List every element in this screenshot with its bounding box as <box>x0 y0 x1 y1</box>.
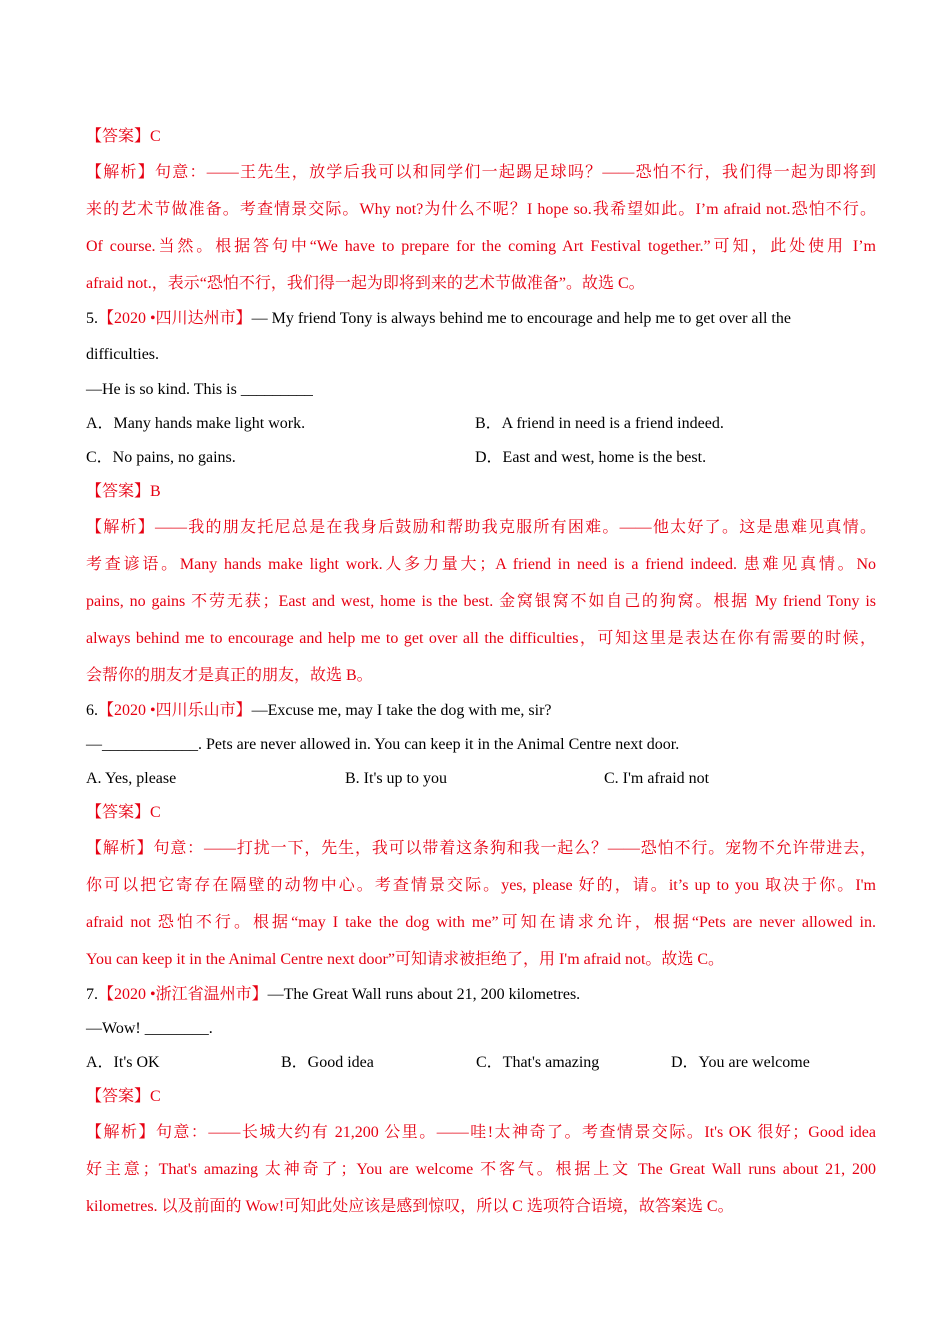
option-c: C．That's amazing <box>476 1054 600 1071</box>
source-tag: 【2020 •四川乐山市】 <box>98 702 252 719</box>
question-6-stem <box>86 694 876 728</box>
question-text-cont: difficulties. <box>86 346 160 363</box>
option-d: D．East and west, home is the best. <box>475 449 707 466</box>
option-d: D．You are welcome <box>671 1054 810 1071</box>
analysis-line: 考查谚语。Many hands make light work.人多力量大；A friend in need is a friend indeed. 患难见真情。No <box>86 556 876 573</box>
option-b: B. It's up to you <box>345 770 447 787</box>
question-text: — My friend Tony is always behind me to encourage and help me to get over all the <box>251 310 791 327</box>
analysis-line: 【解析】句意：——长城大约有 21,200 公里。——哇!太神奇了。考查情景交际。It's OK 很好；Good idea <box>86 1124 876 1141</box>
question-text-cont: —Wow! ________. <box>86 1020 213 1037</box>
question-text: —Excuse me, may I take the dog with me, sir? <box>251 702 552 719</box>
question-text: —The Great Wall runs about 21, 200 kilometres. <box>267 986 581 1003</box>
source-tag: 【2020 •浙江省温州市】 <box>98 986 268 1003</box>
analysis-line: 【解析】句意：——王先生，放学后我可以和同学们一起踢足球吗？——恐怕不行，我们得一起为即将到 <box>86 164 876 181</box>
question-5-stem <box>86 302 876 336</box>
analysis-line: kilometres. 以及前面的 Wow!可知此处应该是感到惊叹，所以 C 选项符合语境，故答案选 C。 <box>86 1198 734 1215</box>
answer-line: 【答案】C <box>86 128 161 145</box>
options-row <box>86 1046 876 1080</box>
option-c: C．No pains, no gains. <box>86 449 236 466</box>
question-text-cont: —____________. Pets are never allowed in. You can keep it in the Animal Centre next door. <box>86 736 680 753</box>
question-text-cont: —He is so kind. This is _________ <box>86 381 313 398</box>
options-row <box>86 407 876 441</box>
question-number: 6. <box>86 702 98 719</box>
document-page <box>86 120 876 1225</box>
analysis-line: You can keep it in the Animal Centre next door”可知请求被拒绝了，用 I'm afraid not。故选 C。 <box>86 951 725 968</box>
option-a: A．Many hands make light work. <box>86 415 306 432</box>
analysis-line: afraid not 恐怕不行。根据“may I take the dog with me”可知在请求允许，根据“Pets are never allowed in. <box>86 914 876 931</box>
analysis-line: 会帮你的朋友才是真正的朋友，故选 B。 <box>86 667 373 684</box>
analysis-line: 你可以把它寄存在隔壁的动物中心。考查情景交际。yes, please 好的，请。it’s up to you 取决于你。I'm <box>86 877 876 894</box>
analysis-line: 【解析】——我的朋友托尼总是在我身后鼓励和帮助我克服所有困难。——他太好了。这是患难见真情。 <box>86 519 876 536</box>
question-number: 5. <box>86 310 98 327</box>
option-c: C. I'm afraid not <box>604 770 710 787</box>
options-row <box>86 762 876 796</box>
analysis-line: always behind me to encourage and help me to get over all the difficulties，可知这里是表达在你有需要的时候， <box>86 630 876 647</box>
analysis-line: afraid not.，表示“恐怕不行，我们得一起为即将到来的艺术节做准备”。故选 C。 <box>86 275 645 292</box>
question-7-stem <box>86 978 876 1012</box>
answer-line: 【答案】B <box>86 483 161 500</box>
options-row <box>86 441 876 475</box>
option-a: A．It's OK <box>86 1054 160 1071</box>
option-a: A. Yes, please <box>86 770 177 787</box>
answer-line: 【答案】C <box>86 1088 161 1105</box>
source-tag: 【2020 •四川达州市】 <box>98 310 252 327</box>
analysis-line: 【解析】句意：——打扰一下，先生，我可以带着这条狗和我一起么？——恐怕不行。宠物不允许带进去， <box>86 840 876 857</box>
analysis-line: Of course.当然。根据答句中“We have to prepare for the coming Art Festival together.”可知，此处使用 I’m <box>86 238 876 255</box>
option-b: B．Good idea <box>281 1054 374 1071</box>
analysis-line: 好主意；That's amazing 太神奇了；You are welcome 不客气。根据上文 The Great Wall runs about 21, 200 <box>86 1161 876 1178</box>
question-number: 7. <box>86 986 98 1003</box>
option-b: B．A friend in need is a friend indeed. <box>475 415 724 432</box>
analysis-line: 来的艺术节做准备。考查情景交际。Why not?为什么不呢？I hope so.我希望如此。I’m afraid not.恐怕不行。 <box>86 201 876 218</box>
answer-line: 【答案】C <box>86 804 161 821</box>
analysis-line: pains, no gains 不劳无获；East and west, home is the best. 金窝银窝不如自己的狗窝。根据 My friend Tony is <box>86 593 876 610</box>
